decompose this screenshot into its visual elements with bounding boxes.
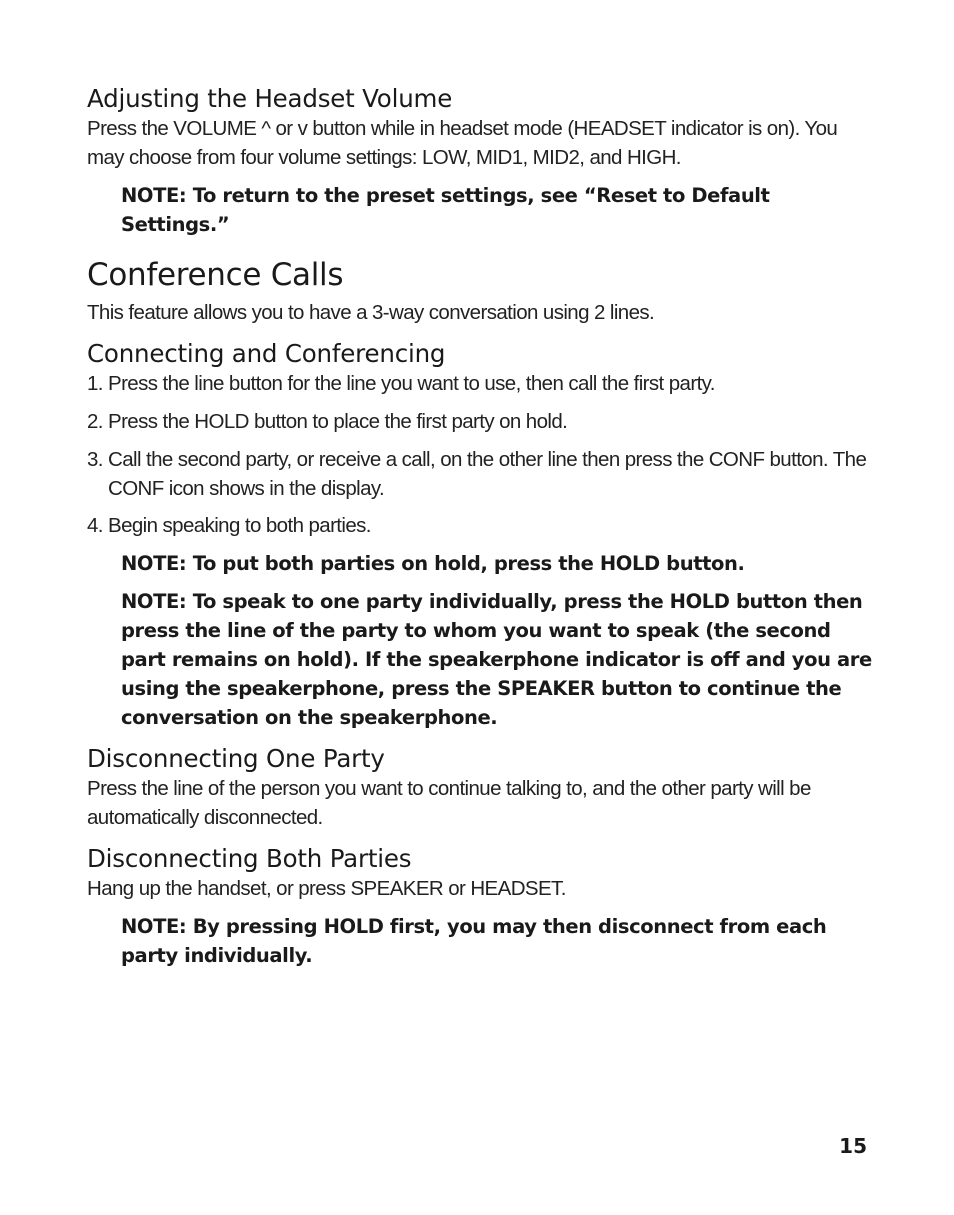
list-item bbox=[87, 369, 877, 398]
step-text: Press the HOLD button to place the first party on hold. bbox=[108, 410, 568, 433]
list-item bbox=[87, 511, 877, 540]
disconnect-one-text: Press the line of the person you want to continue talking to, and the other party will be automatically disconnected. bbox=[87, 777, 811, 829]
conferencing-steps-list bbox=[87, 369, 877, 540]
manual-page bbox=[87, 84, 877, 970]
heading-adjusting-headset-volume: Adjusting the Headset Volume bbox=[87, 84, 453, 113]
step-number: 3. bbox=[87, 448, 103, 471]
list-item bbox=[87, 407, 877, 436]
disconnect-both-note: NOTE: By pressing HOLD first, you may then disconnect from each party individually. bbox=[121, 915, 827, 967]
headset-volume-note: NOTE: To return to the preset settings, see “Reset to Default Settings.” bbox=[121, 184, 770, 236]
step-text: Call the second party, or receive a call, on the other line then press the CONF button. The CONF icon shows in the display. bbox=[108, 448, 867, 500]
step-number: 2. bbox=[87, 410, 103, 433]
heading-disconnecting-both-parties: Disconnecting Both Parties bbox=[87, 844, 412, 873]
list-item bbox=[87, 445, 877, 503]
conferencing-note-hold: NOTE: To put both parties on hold, press the HOLD button. bbox=[121, 552, 745, 575]
headset-volume-text: Press the VOLUME ^ or v button while in headset mode (HEADSET indicator is on). You may choose from four volume settings: LOW, MID1, MID2, and HIGH. bbox=[87, 117, 838, 169]
heading-connecting-conferencing: Connecting and Conferencing bbox=[87, 339, 446, 368]
conference-intro-text: This feature allows you to have a 3-way conversation using 2 lines. bbox=[87, 301, 655, 324]
step-text: Begin speaking to both parties. bbox=[108, 514, 371, 537]
step-text: Press the line button for the line you want to use, then call the first party. bbox=[108, 372, 715, 395]
heading-conference-calls: Conference Calls bbox=[87, 257, 344, 293]
heading-disconnecting-one-party: Disconnecting One Party bbox=[87, 744, 385, 773]
conferencing-note-individual: NOTE: To speak to one party individually, press the HOLD button then press the line of the party to whom you want to speak (the second part remains on hold). If the speakerphone indicator is off and you are using the speakerphone, press the SPEAKER button to continue the conversation on the speakerphone. bbox=[121, 590, 872, 729]
step-number: 1. bbox=[87, 372, 103, 395]
page-number: 15 bbox=[839, 1134, 867, 1158]
step-number: 4. bbox=[87, 514, 103, 537]
disconnect-both-text: Hang up the handset, or press SPEAKER or HEADSET. bbox=[87, 877, 566, 900]
